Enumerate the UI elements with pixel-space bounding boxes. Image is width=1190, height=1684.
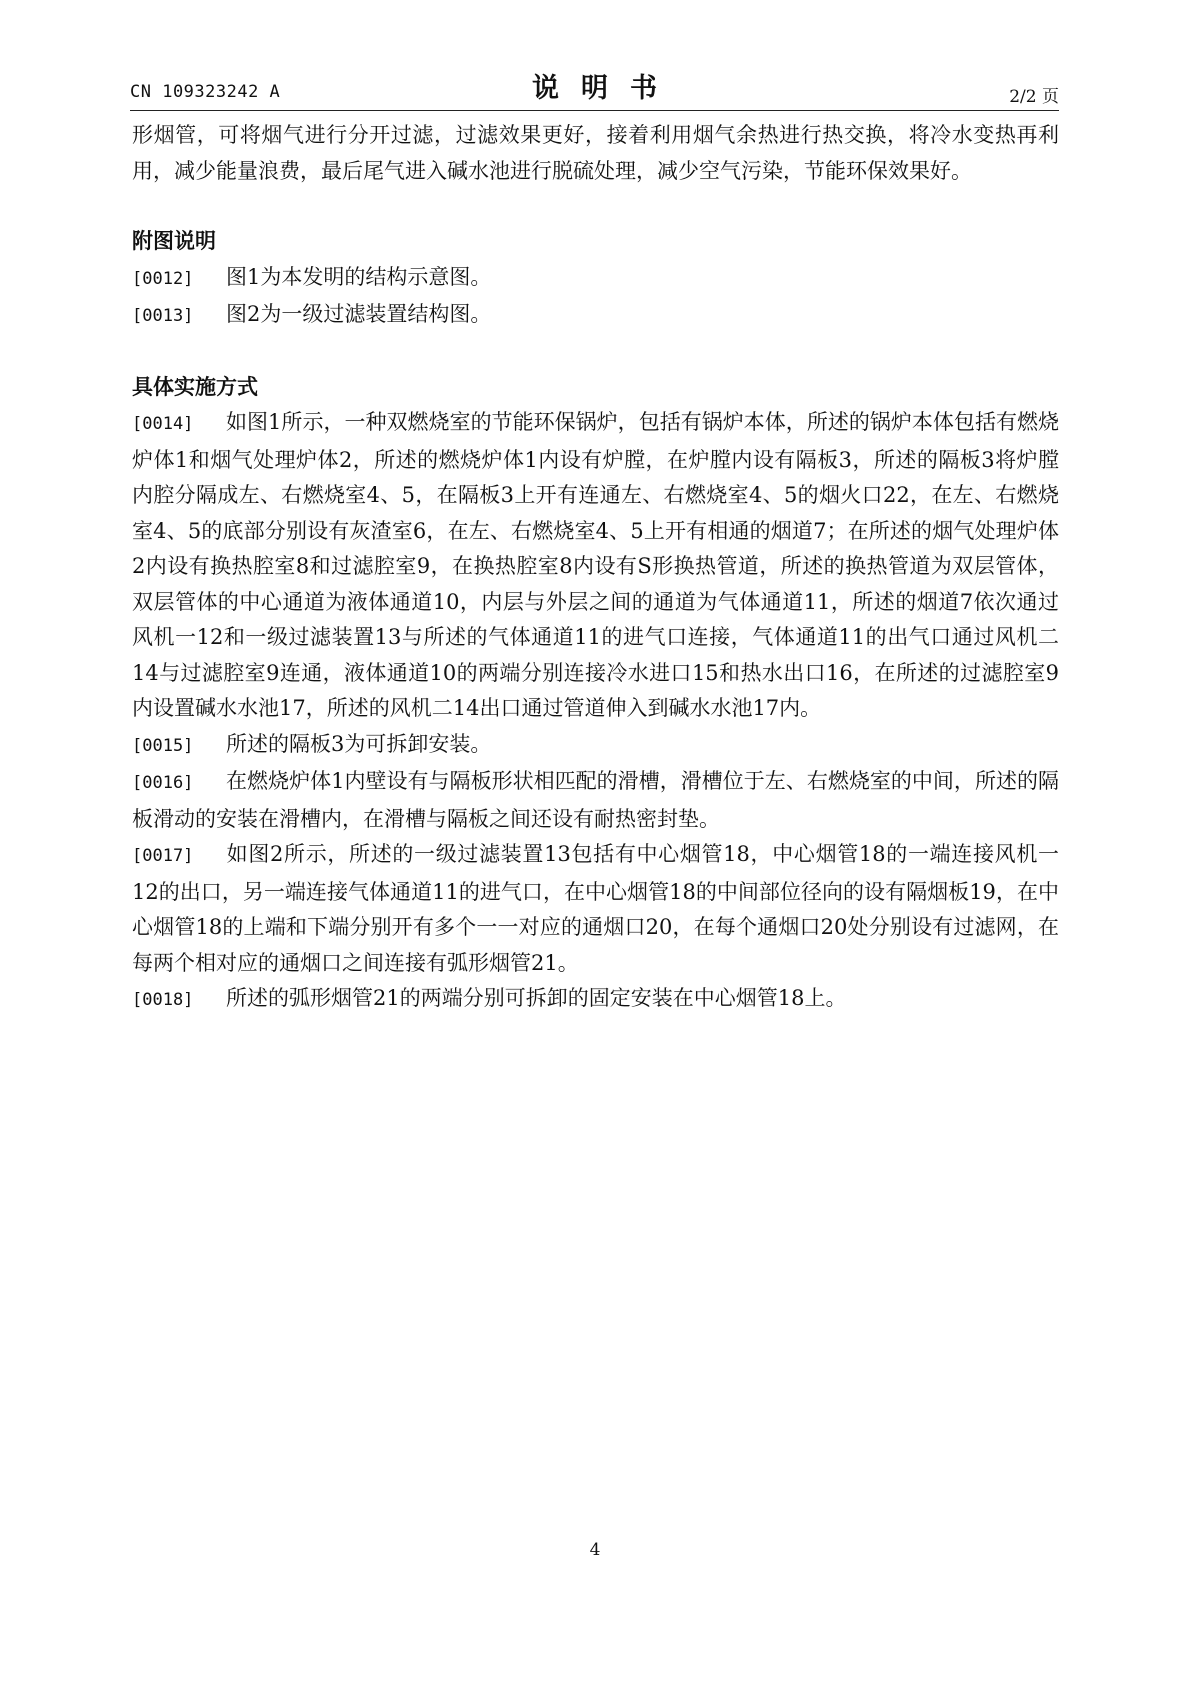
document-body: [132, 118, 1059, 1019]
document-title: 说明书: [532, 73, 679, 104]
paragraph-0018: [132, 981, 1059, 1019]
paragraph-0016: [132, 764, 1059, 837]
paragraph-number: [0014]: [132, 414, 194, 434]
paragraph-0013: [132, 297, 1059, 335]
paragraph-number: [0017]: [132, 846, 194, 866]
section-heading-figures: 附图说明: [132, 229, 216, 253]
paragraph-0014: [132, 405, 1059, 727]
paragraph-number: [0012]: [132, 268, 194, 289]
paragraph-text: 如图2所示，所述的一级过滤装置13包括有中心烟管18，中心烟管18的一端连接风机一12的出口，另一端连接气体通道11的进气口，在中心烟管18的中间部位径向的设有隔烟板19，在中心烟管18的上端和下端分别开有多个一一对应的通烟口20，在每个通烟口20处分别设有过滤网，在每两个相对应的通烟口之间连接有弧形烟管21。: [132, 842, 1059, 975]
paragraph-number: [0015]: [132, 735, 194, 756]
paragraph-text: 在燃烧炉体1内壁设有与隔板形状相匹配的滑槽，滑槽位于左、右燃烧室的中间，所述的隔板滑动的安装在滑槽内，在滑槽与隔板之间还设有耐热密封垫。: [132, 769, 1059, 831]
paragraph-text: 图2为一级过滤装置结构图。: [226, 302, 492, 326]
paragraph-number: [0016]: [132, 773, 194, 793]
page-number: 4: [589, 1540, 601, 1560]
paragraph-0012: [132, 260, 1059, 298]
section-heading-embodiment: 具体实施方式: [132, 374, 258, 399]
paragraph-text: 所述的弧形烟管21的两端分别可拆卸的固定安装在中心烟管18上。: [226, 986, 847, 1010]
paragraph-number: [0018]: [132, 990, 194, 1010]
paragraph-text: 图1为本发明的结构示意图。: [226, 264, 492, 289]
continued-paragraph: 形烟管，可将烟气进行分开过滤，过滤效果更好，接着利用烟气余热进行热交换，将冷水变热再利用，减少能量浪费，最后尾气进入碱水池进行脱硫处理，减少空气污染，节能环保效果好。: [132, 123, 1059, 183]
patent-number: CN 109323242 A: [130, 82, 281, 102]
paragraph-number: [0013]: [132, 306, 194, 326]
paragraph-0015: [132, 727, 1059, 765]
page-indicator: 2/2 页: [1009, 87, 1059, 107]
paragraph-text: 如图1所示，一种双燃烧室的节能环保锅炉，包括有锅炉本体，所述的锅炉本体包括有燃烧炉体1和烟气处理炉体2，所述的燃烧炉体1内设有炉膛，在炉膛内设有隔板3，所述的隔板3将炉膛内腔分隔成左、右燃烧室4、5，在隔板3上开有连通左、右燃烧室4、5的烟火口22，在左、右燃烧室4、5的底部分别设有灰渣室6，在左、右燃烧室4、5上开有相通的烟道7；在所述的烟气处理炉体2内设有换热腔室8和过滤腔室9，在换热腔室8内设有S形换热管道，所述的换热管道为双层管体，双层管体的中心通道为液体通道10，内层与外层之间的通道为气体通道11，所述的烟道7依次通过风机一12和一级过滤装置13与所述的气体通道11的进气口连接，气体通道11的出气口通过风机二14与过滤腔室9连通，液体通道10的两端分别连接冷水进口15和热水出口16，在所述的过滤腔室9内设置碱水水池17，所述的风机二14出口通过管道伸入到碱水水池17内。: [132, 410, 1059, 720]
spacer: [132, 189, 1059, 224]
page-header: [130, 62, 1059, 111]
paragraph-text: 所述的隔板3为可拆卸安装。: [226, 731, 492, 756]
spacer: [132, 335, 1059, 370]
paragraph-0017: [132, 837, 1059, 981]
